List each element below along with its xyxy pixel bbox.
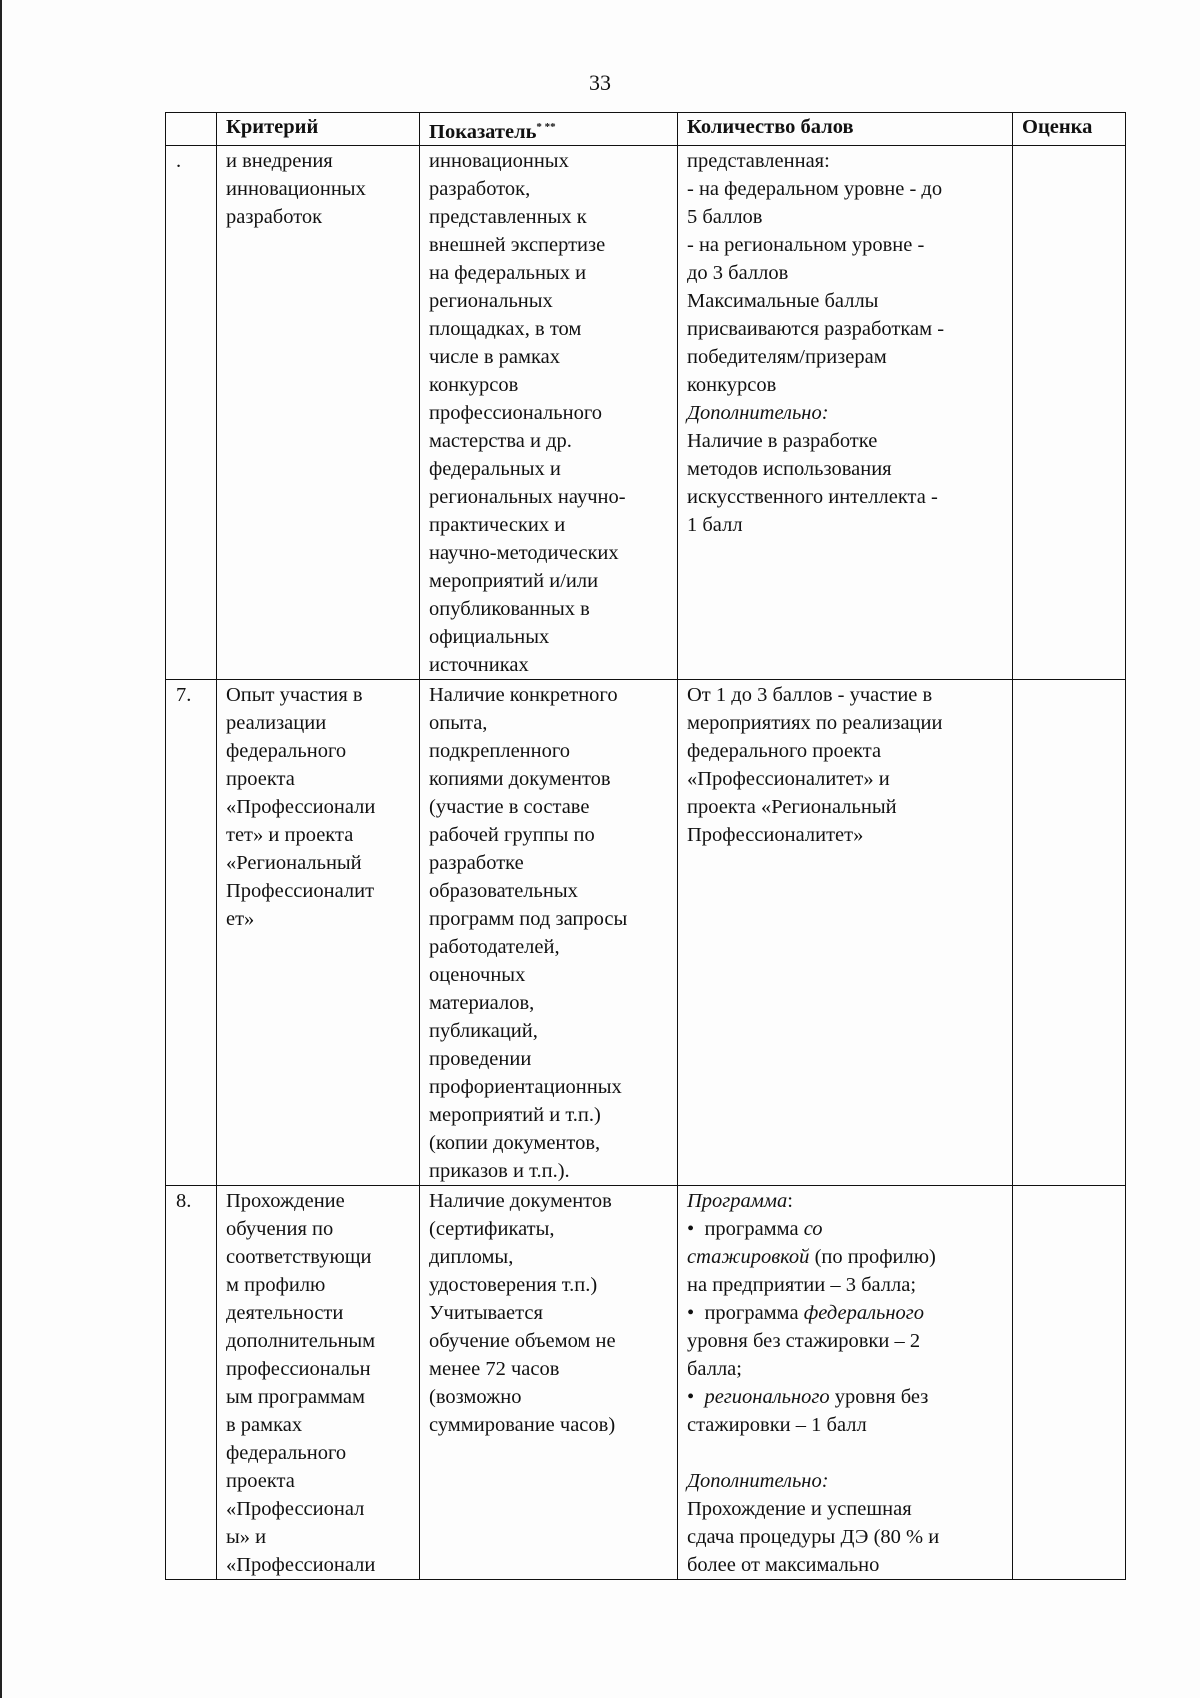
header-indicator	[420, 113, 678, 146]
cell-line: опубликованных в	[429, 597, 590, 620]
points-cell	[678, 1185, 1013, 1579]
row-number: 8.	[166, 1185, 217, 1579]
cell-line: инновационных	[226, 177, 366, 200]
cell-line: суммирование часов)	[429, 1413, 616, 1436]
cell-line: источниках	[429, 653, 529, 676]
cell-line: - на региональном уровне -	[687, 233, 925, 256]
cell-line: менее 72 часов	[429, 1357, 560, 1380]
cell-line: в рамках	[226, 1413, 303, 1436]
header-points-label: Количество балов	[687, 116, 854, 138]
header-criterion	[217, 113, 420, 146]
cell-line: материалов,	[429, 991, 535, 1014]
cell-line: деятельности	[226, 1301, 344, 1324]
header-points	[678, 113, 1013, 146]
cell-line: внешней экспертизе	[429, 233, 606, 256]
bullet-1-line-1	[687, 1215, 1003, 1243]
cell-line: (сертификаты,	[429, 1217, 555, 1240]
cell-line: обучения по	[226, 1217, 334, 1240]
cell-line: конкурсов	[687, 373, 777, 396]
criterion-cell	[217, 1185, 420, 1579]
indicator-cell	[420, 145, 678, 679]
cell-line: 5 баллов	[687, 205, 763, 228]
cell-line: рабочей группы по	[429, 823, 595, 846]
bullet-3-line-1	[687, 1383, 1003, 1411]
row-number: 7.	[166, 679, 217, 1185]
header-indicator-marks: * **	[536, 121, 556, 133]
cell-line: дополнительным	[226, 1329, 376, 1352]
extra-line-3: более от максимально	[687, 1553, 880, 1576]
cell-line: программ под запросы	[429, 907, 628, 930]
cell-line: «Профессионал	[226, 1497, 365, 1520]
criteria-table-container	[165, 112, 1126, 1580]
bullet-2-line-1	[687, 1299, 1003, 1327]
indicator-cell	[420, 679, 678, 1185]
bullet-icon: •	[687, 1385, 695, 1408]
cell-line: представленная:	[687, 149, 830, 172]
cell-line: Профессионалитет»	[687, 823, 864, 846]
score-cell	[1013, 1185, 1126, 1579]
points-cell	[678, 145, 1013, 679]
cell-line: работодателей,	[429, 935, 560, 958]
cell-line: Наличие документов	[429, 1189, 612, 1212]
bullet-2-line-2: уровня без стажировки – 2	[687, 1329, 921, 1352]
header-score	[1013, 113, 1126, 146]
cell-line: до 3 баллов	[687, 261, 789, 284]
cell-line: Наличие конкретного	[429, 683, 618, 706]
cell-line: публикаций,	[429, 1019, 538, 1042]
cell-line: практических и	[429, 513, 566, 536]
program-colon: :	[787, 1189, 793, 1212]
cell-line: федерального	[226, 1441, 347, 1464]
cell-line: обучение объемом не	[429, 1329, 616, 1352]
cell-line: проекта	[226, 1469, 295, 1492]
criterion-cell	[217, 679, 420, 1185]
bullet-3-text-a: регионального	[704, 1385, 830, 1408]
cell-line: м профилю	[226, 1273, 326, 1296]
cell-line: федерального проекта	[687, 739, 882, 762]
extra-label: Дополнительно:	[687, 1469, 829, 1492]
cell-line: мастерства и др.	[429, 429, 572, 452]
cell-line: региональных	[429, 289, 553, 312]
header-criterion-label: Критерий	[226, 116, 319, 138]
bullet-2-text-b: федерального	[803, 1301, 925, 1324]
cell-line: Дополнительно:	[687, 401, 829, 424]
cell-line: соответствующи	[226, 1245, 372, 1268]
cell-line: разработке	[429, 851, 524, 874]
bullet-icon: •	[687, 1217, 695, 1240]
header-score-label: Оценка	[1022, 116, 1093, 138]
cell-line: разработок,	[429, 177, 531, 200]
cell-line: Опыт участия в	[226, 683, 363, 706]
bullet-1-text-b: со	[803, 1217, 823, 1240]
cell-line: «Профессионали	[226, 795, 376, 818]
cell-line: искусственного интеллекта -	[687, 485, 938, 508]
cell-line: профессиональн	[226, 1357, 371, 1380]
cell-line: числе в рамках	[429, 345, 560, 368]
cell-line: «Региональный	[226, 851, 362, 874]
cell-line: ет»	[226, 907, 255, 930]
cell-line: инновационных	[429, 149, 569, 172]
cell-line: Максимальные баллы	[687, 289, 879, 312]
bullet-1-text-c: стажировкой	[687, 1245, 810, 1268]
cell-line: конкурсов	[429, 373, 519, 396]
bullet-2-line-3: балла;	[687, 1357, 742, 1380]
criteria-table	[165, 112, 1126, 1580]
cell-line: 1 балл	[687, 513, 743, 536]
cell-line: представленных к	[429, 205, 587, 228]
cell-line: федеральных и	[429, 457, 561, 480]
cell-line: Учитывается	[429, 1301, 543, 1324]
cell-line: разработок	[226, 205, 323, 228]
cell-line: От 1 до 3 баллов - участие в	[687, 683, 933, 706]
cell-line: (копии документов,	[429, 1131, 601, 1154]
bullet-3-text-b: уровня без	[829, 1385, 929, 1408]
cell-line: проекта	[226, 767, 295, 790]
cell-line: мероприятий и/или	[429, 569, 599, 592]
cell-line: профориентационных	[429, 1075, 622, 1098]
cell-line: - на федеральном уровне - до	[687, 177, 943, 200]
cell-line: образовательных	[429, 879, 578, 902]
bullet-1-line-2	[687, 1243, 1003, 1271]
bullet-icon: •	[687, 1301, 695, 1324]
cell-line: присваиваются разработкам -	[687, 317, 945, 340]
bullet-1-text-a: программа	[704, 1217, 804, 1240]
cell-line: площадках, в том	[429, 317, 582, 340]
cell-line: подкрепленного	[429, 739, 571, 762]
table-row	[166, 1185, 1126, 1579]
table-row	[166, 145, 1126, 679]
table-header-row	[166, 113, 1126, 146]
cell-line: победителям/призерам	[687, 345, 887, 368]
cell-line: мероприятий и т.п.)	[429, 1103, 601, 1126]
cell-line: реализации	[226, 711, 327, 734]
cell-line: удостоверения т.п.)	[429, 1273, 598, 1296]
indicator-cell	[420, 1185, 678, 1579]
row-number: .	[166, 145, 217, 679]
cell-line: профессионального	[429, 401, 602, 424]
bullet-3-line-2: стажировки – 1 балл	[687, 1413, 867, 1436]
bullet-2-text-a: программа	[704, 1301, 804, 1324]
spacer	[687, 1439, 1003, 1467]
cell-line: (возможно	[429, 1385, 522, 1408]
extra-line-1: Прохождение и успешная	[687, 1497, 912, 1520]
bullet-1-text-d: (по профилю)	[809, 1245, 936, 1268]
page-number: 33	[589, 70, 611, 95]
bullet-1-line-3: на предприятии – 3 балла;	[687, 1273, 917, 1296]
extra-line-2: сдача процедуры ДЭ (80 % и	[687, 1525, 940, 1548]
program-line	[687, 1187, 1003, 1215]
score-cell	[1013, 679, 1126, 1185]
page-edge-line	[0, 0, 2, 1698]
criterion-cell	[217, 145, 420, 679]
cell-line: методов использования	[687, 457, 892, 480]
cell-line: проекта «Региональный	[687, 795, 897, 818]
score-cell	[1013, 145, 1126, 679]
cell-line: ы» и	[226, 1525, 267, 1548]
points-cell	[678, 679, 1013, 1185]
cell-line: региональных научно-	[429, 485, 626, 508]
cell-line: и внедрения	[226, 149, 333, 172]
cell-line: на федеральных и	[429, 261, 587, 284]
program-label: Программа	[687, 1189, 788, 1212]
cell-line: проведении	[429, 1047, 532, 1070]
table-row	[166, 679, 1126, 1185]
cell-line: опыта,	[429, 711, 488, 734]
cell-line: дипломы,	[429, 1245, 514, 1268]
cell-line: приказов и т.п.).	[429, 1159, 570, 1182]
cell-line: ым программам	[226, 1385, 365, 1408]
cell-line: оценочных	[429, 963, 526, 986]
header-num	[166, 113, 217, 146]
cell-line: научно-методических	[429, 541, 619, 564]
header-indicator-label: Показатель	[429, 120, 537, 143]
cell-line: Профессионалит	[226, 879, 375, 902]
cell-line: официальных	[429, 625, 550, 648]
cell-line: «Профессионали	[226, 1553, 376, 1576]
cell-line: копиями документов	[429, 767, 611, 790]
cell-line: (участие в составе	[429, 795, 590, 818]
cell-line: федерального	[226, 739, 347, 762]
cell-line: Наличие в разработке	[687, 429, 878, 452]
cell-line: Прохождение	[226, 1189, 345, 1212]
cell-line: тет» и проекта	[226, 823, 354, 846]
cell-line: «Профессионалитет» и	[687, 767, 890, 790]
cell-line: мероприятиях по реализации	[687, 711, 943, 734]
